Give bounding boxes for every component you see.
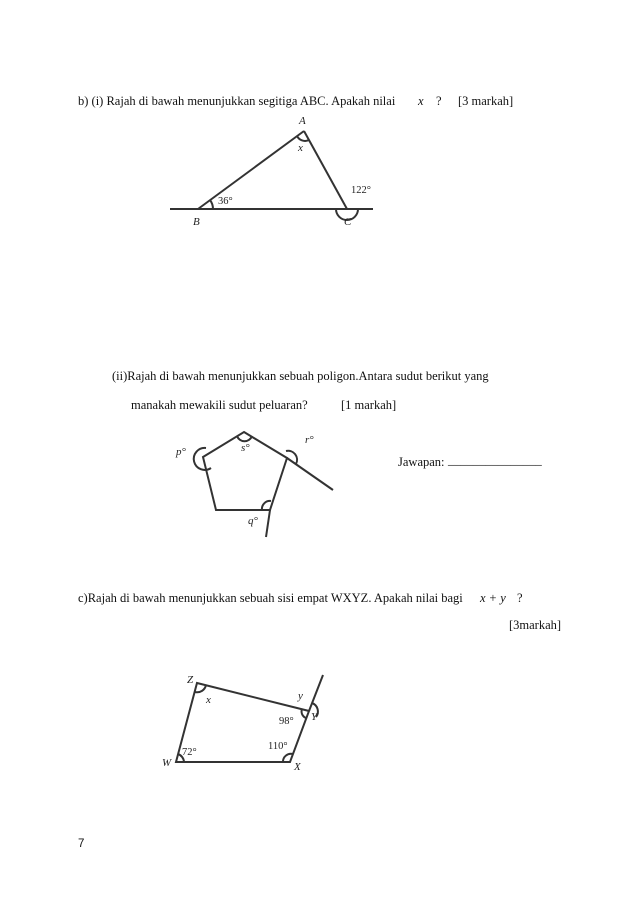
- angle-r-label: r°: [305, 434, 314, 446]
- label-y-exterior: y: [298, 690, 303, 702]
- question-c-marks: [3markah]: [509, 618, 562, 632]
- question-b-i-marks: [3 markah]: [458, 94, 514, 108]
- question-b-i-qmark: ?: [436, 94, 442, 108]
- label-w: W: [162, 757, 172, 769]
- angle-s-label: s°: [241, 442, 250, 454]
- angle-q-label: q°: [248, 515, 258, 527]
- label-b: B: [193, 216, 200, 228]
- angle-c-exterior-value: 122°: [351, 185, 371, 196]
- label-x-angle: x: [298, 142, 303, 154]
- angle-p-label: p°: [176, 446, 186, 458]
- label-x-vertex: X: [294, 761, 301, 773]
- question-b-i-text: b) (i) Rajah di bawah menunjukkan segitiga ABC. Apakah nilai: [78, 94, 396, 108]
- question-b-ii-marks: [1 markah]: [341, 398, 397, 412]
- question-c-text: c)Rajah di bawah menunjukkan sebuah sisi empat WXYZ. Apakah nilai bagi: [78, 591, 463, 605]
- question-b-ii-line2: manakah mewakili sudut peluaran?: [131, 398, 308, 412]
- label-a: A: [299, 115, 306, 127]
- label-y: Y: [311, 711, 318, 723]
- angle-y-value: 98°: [279, 716, 294, 727]
- angle-x-value: 110°: [268, 741, 288, 752]
- angle-w-value: 72°: [182, 747, 197, 758]
- question-c-qmark: ?: [517, 591, 523, 605]
- question-c-expression: x + y: [480, 591, 506, 605]
- label-z: Z: [187, 674, 194, 686]
- page-number: 7: [78, 838, 85, 850]
- label-x-interior: x: [206, 694, 211, 706]
- answer-label: Jawapan:: [398, 455, 445, 469]
- angle-b-value: 36°: [218, 196, 233, 207]
- question-b-ii-line1: (ii)Rajah di bawah menunjukkan sebuah poligon.Antara sudut berikut yang: [112, 369, 489, 383]
- label-c: C: [344, 216, 352, 228]
- question-b-i-variable: x: [418, 94, 424, 108]
- answer-blank: _______________: [448, 453, 542, 467]
